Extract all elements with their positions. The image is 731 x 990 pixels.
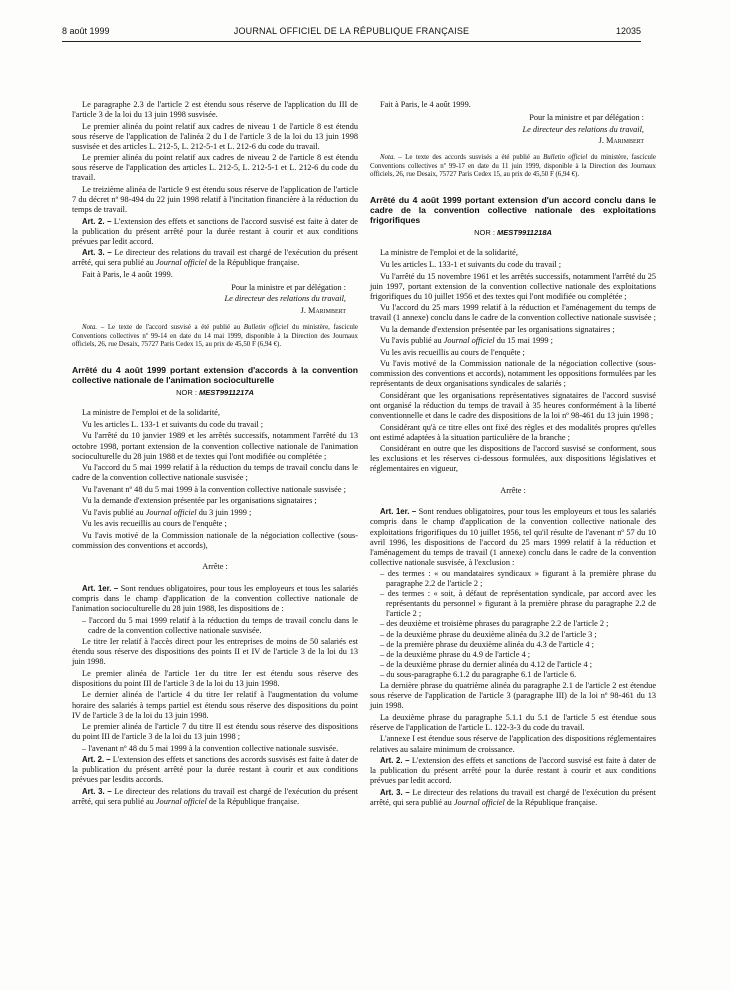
list-item: – de la deuxième phrase du dernier alinéa du 4.12 de l'article 4 ; [370,660,656,670]
left-column [72,100,358,809]
article-2: Art. 2. – L'extension des effets et sanctions de l'accord susvisé est faite à dater de la publication du présent arrêté pour la durée restant à courir et aux conditions prévues par ledit accord. [72,216,358,246]
dash-list [370,569,656,680]
arrete-heading: Arrête : [500,485,526,495]
visa: Vu l'accord du 5 mai 1999 relatif à la réduction du temps de travail conclu dans le cadre de la convention collective nationale susvisée ; [72,463,358,483]
header-page-number: 12035 [615,26,641,36]
decree-title: Arrêté du 4 août 1999 portant extension d'un accord conclu dans le cadre de la convention collective nationale des exploitations frigorifiques [370,194,656,225]
signature-block: Pour la ministre et par délégation : Le directeur des relations du travail, J. Marimbert [72,283,358,316]
list-item: – de la première phrase du deuxième alinéa du 4.3 de l'article 4 ; [370,640,656,650]
fait-a-paris: Fait à Paris, le 4 août 1999. [380,100,471,109]
nota-note: Nota. – Le texte de l'accord susvisé a été publié au Bulletin officiel du ministère, fascicule Conventions collectives nº 99-14 en date du 14 mai 1999, disponible à la Direction des Journaux officiels, 26, rue Desaix, 75727 Paris Cedex 15, au prix de 45,50 F (6,94 €). [72,323,358,349]
signatory-name: J. Marimbert [598,136,644,146]
paragraph: Le premier alinéa du point relatif aux cadres de niveau 1 de l'article 8 est étendu sous réserve de l'application de l'alinéa 2 du I de l'article 3 de la loi du 13 juin 1998 susvisée et des articles L. 212-5, L. 212-5-1 et L. 212-6 du code du travail. [72,121,358,151]
dash-list [72,744,358,754]
paragraph: La deuxième phrase du paragraphe 5.1.1 du 5.1 de l'article 5 est étendue sous réserve de l'application de l'article L. 122-3-3 du code du travail. [370,712,656,732]
nota-note: Nota. – Le texte des accords susvisés a été publié au Bulletin officiel du ministère, fascicule Conventions collectives nº 99-17 en date du 11 juin 1999, disponible à la Direction des Journaux officiels, 26, rue Desaix, 75727 Paris Cedex 15, au prix de 45,50 F (6,94 €). [370,154,656,179]
visa: Vu les avis recueillis au cours de l'enquête ; [380,347,525,357]
paragraph: L'annexe I est étendue sous réserve de l'application des dispositions réglementaires relatives au salaire minimum de croissance. [370,734,656,754]
considerant: Considérant qu'à ce titre elles ont fixé des règles et des modalités propres qu'elles ont estimé adaptées à la situation particulière de la branche ; [370,422,656,442]
article-label: Art. 1er. – [380,507,417,517]
page-header [62,26,641,38]
nor-reference: NOR : MESТ9911217A [176,388,254,398]
considerant: Considérant en outre que les dispositions de l'accord susvisé se conforment, sous les exclusions et les réserves ci-dessous formulées, aux dispositions législatives et réglementaires en vigueur, [370,444,656,474]
article-label: Art. 3. – [380,787,410,797]
list-item: – de la deuxième phrase du 4.9 de l'article 4 ; [370,650,656,660]
visa: Vu la demande d'extension présentée par les organisations signataires ; [82,496,317,506]
visa: Vu l'arrêté du 10 janvier 1989 et les arrêtés successifs, notamment l'arrêté du 13 octobre 1998, portant extension de la convention collective nationale de l'animation socioculturelle du 28 juin 1988 et de textes qui l'ont modifiée ou complétée ; [72,431,358,461]
article-2: Art. 2. – L'extension des effets et sanctions de l'accord susvisé est faite à dater de la publication du présent arrêté pour la durée restant à courir et aux conditions prévues par ledit accord. [370,756,656,786]
considerant: Considérant que les organisations représentatives signataires de l'accord susvisé ont organisé la réduction du temps de travail à 35 heures conformément à la liberté conventionnelle et dans le cadre des dispositions de la loi nº 98-461 du 13 juin 1998 ; [370,391,656,421]
article-label: Art. 2. – [82,755,111,765]
signatory-name: J. Marimbert [300,305,346,315]
paragraph: Le dernier alinéa de l'article 4 du titre Ier relatif à l'augmentation du volume horaire des salariés à temps partiel est étendu sous réserve des dispositions du point IV de l'article 3 de la loi du 13 juin 1998. [72,690,358,720]
paragraph: Le paragraphe 2.3 de l'article 2 est étendu sous réserve de l'application du III de l'article 3 de la loi du 13 juin 1998 susvisée. [72,100,358,120]
list-item: – des deuxième et troisième phrases du paragraphe 2.2 de l'article 2 ; [370,619,656,629]
header-date: 8 août 1999 [62,26,110,36]
article-2: Art. 2. – L'extension des effets et sanctions des accords susvisés est faite à dater de la publication du présent arrêté pour la durée restant à courir et aux conditions prévues par lesdits accords. [72,755,358,785]
visa: Vu l'avis publié au Journal officiel du 3 juin 1999 ; [82,507,252,517]
header-journal-title: JOURNAL OFFICIEL DE LA RÉPUBLIQUE FRANÇAISE [233,26,470,36]
article-label: Art. 2. – [82,216,112,226]
signature-block: Pour la ministre et par délégation : Le directeur des relations du travail, J. Marimbert [370,113,656,146]
paragraph: Le premier alinéa du point relatif aux cadres de niveau 2 de l'article 8 est étendu sous réserve de l'application des articles L. 212-5, L. 212-5-1 et L. 212-6 du code du travail. [72,153,358,183]
visa: Vu les articles L. 133-1 et suivants du code du travail ; [82,419,264,429]
nor-reference: NOR : MESТ9911218A [474,228,552,238]
list-item: – des termes : « ou mandataires syndicaux » figurant à la première phrase du paragraphe 2.2 de l'article 2 ; [370,569,656,589]
visa: Vu l'avenant nº 48 du 5 mai 1999 à la convention collective nationale susvisée ; [82,484,346,494]
decree-title: Arrêté du 4 août 1999 portant extension d'accords à la convention collective nationale de l'animation socioculturelle [72,364,358,385]
visa: La ministre de l'emploi et de la solidarité, [82,408,220,418]
visa: Vu les avis recueillis au cours de l'enquête ; [82,519,227,529]
visa: Vu l'accord du 25 mars 1999 relatif à la réduction et l'aménagement du temps de travail (1 annexe) conclu dans le cadre de la convention collective nationale susvisée ; [370,303,656,323]
visa: Vu l'avis motivé de la Commission nationale de la négociation collective (sous-commission des conventions et accords), [72,530,358,550]
article-1: Art. 1er. – Sont rendues obligatoires, pour tous les employeurs et tous les salariés compris dans le champ d'application de la convention collective nationale de l'animation socioculturelle du 28 juin 1988, les dispositions de : [72,584,358,614]
fait-a-paris: Fait à Paris, le 4 août 1999. [82,269,173,279]
header-rule [62,41,641,42]
article-label: Art. 3. – [82,248,112,258]
visa: La ministre de l'emploi et de la solidarité, [380,248,518,258]
list-item: – de la deuxième phrase du deuxième alinéa du 3.2 de l'article 3 ; [370,630,656,640]
paragraph: Le premier alinéa de l'article 1er du titre Ier est étendu sous réserve des dispositions du point III de l'article 3 de la loi du 13 juin 1998. [72,668,358,688]
article-3: Art. 3. – Le directeur des relations du travail est chargé de l'exécution du présent arrêté, qui sera publié au Journal officiel de la République française. [72,786,358,806]
article-3: Art. 3. – Le directeur des relations du travail est chargé de l'exécution du présent arrêté, qui sera publié au Journal officiel de la République française. [72,248,358,268]
arrete-heading: Arrête : [202,562,228,572]
visa: Vu la demande d'extension présentée par les organisations signataires ; [380,324,615,334]
visa: Vu l'avis motivé de la Commission nationale de la négociation collective (sous-commission des conventions et accords), notamment les oppositions formulées par les représentants de deux organisations syndicales de salariés ; [370,359,656,389]
list-item: – du sous-paragraphe 6.1.2 du paragraphe 6.1 de l'article 6. [370,670,656,680]
paragraph: Le premier alinéa de l'article 7 du titre II est étendu sous réserve des dispositions du point III de l'article 3 de la loi du 13 juin 1998 ; [72,722,358,742]
list-item: – l'avenant nº 48 du 5 mai 1999 à la convention collective nationale susvisée. [72,744,358,754]
article-1: Art. 1er. – Sont rendues obligatoires, pour tous les employeurs et tous les salariés compris dans le champ d'application de la convention collective nationale des exploitations frigorifiques du 10 juillet 1956, tel qu'il résulte de l'avenant nº 57 du 10 avril 1996, les dispositions de l'accord du 25 mars 1999 relatif à la réduction et l'aménagement du temps de travail (1 annexe) conclu dans le cadre de la convention collective nationale susvisée, à l'exclusion : [370,507,656,567]
article-3: Art. 3. – Le directeur des relations du travail est chargé de l'exécution du présent arrêté, qui sera publié au Journal officiel de la République française. [370,787,656,807]
paragraph: Le titre Ier relatif à l'accès direct pour les entreprises de moins de 50 salariés est étendu sous réserve des dispositions des points II et IV de l'article 3 de la loi du 13 juin 1998. [72,637,358,667]
article-label: Art. 1er. – [82,584,119,594]
visa: Vu les articles L. 133-1 et suivants du code du travail ; [380,259,562,269]
dash-list [72,616,358,636]
article-label: Art. 3. – [82,786,112,796]
paragraph: La dernière phrase du quatrième alinéa du paragraphe 2.1 de l'article 2 est étendue sous réserve de l'application de l'article 3 (paragraphe III) de la loi nº 98-461 du 13 juin 1998. [370,681,656,711]
article-label: Art. 2. – [380,756,410,766]
list-item: – des termes : « soit, à défaut de représentation syndicale, par accord avec les représentants du personnel » figurant à la première phrase du paragraphe 2.2 de l'article 2 ; [370,589,656,619]
right-column [370,100,656,809]
paragraph: Le treizième alinéa de l'article 9 est étendu sous réserve de l'application de l'article 7 du décret nº 98-494 du 22 juin 1998 relatif à l'incitation financière à la réduction du temps de travail. [72,184,358,214]
list-item: – l'accord du 5 mai 1999 relatif à la réduction du temps de travail conclu dans le cadre de la convention collective nationale susvisée. [72,616,358,636]
visa: Vu l'avis publié au Journal officiel du 15 mai 1999 ; [380,336,553,346]
visa: Vu l'arrêté du 15 novembre 1961 et les arrêtés successifs, notamment l'arrêté du 25 juin 1997, portant extension de la convention collective nationale des exploitations frigorifiques du 10 juillet 1956 et des textes qui l'ont modifiée ou complétée ; [370,271,656,301]
